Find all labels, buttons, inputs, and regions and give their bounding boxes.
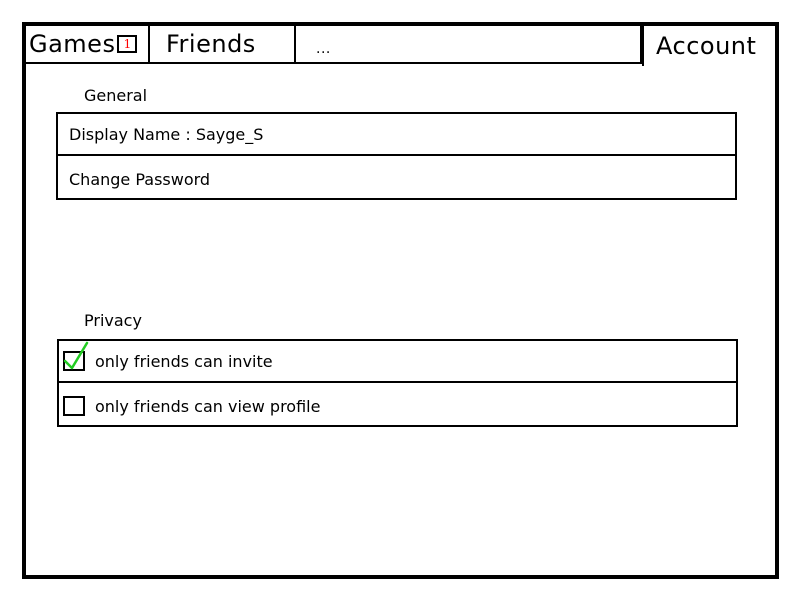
general-settings-list bbox=[56, 112, 737, 200]
display-name-row[interactable] bbox=[58, 114, 735, 156]
app-window bbox=[22, 22, 779, 579]
invite-checkbox[interactable] bbox=[63, 351, 85, 371]
tab-account-label: Account bbox=[656, 32, 757, 60]
checkmark-icon bbox=[63, 341, 91, 371]
invite-option-label: only friends can invite bbox=[95, 351, 273, 371]
display-name-label: Display Name : Sayge_S bbox=[69, 124, 264, 144]
general-section-title: General bbox=[84, 86, 148, 105]
change-password-row[interactable] bbox=[58, 158, 735, 200]
tab-friends[interactable] bbox=[150, 26, 296, 64]
privacy-option-view-profile bbox=[59, 385, 736, 427]
tab-games[interactable] bbox=[26, 26, 150, 64]
change-password-label: Change Password bbox=[69, 169, 211, 189]
privacy-settings-list bbox=[57, 339, 738, 427]
view-profile-checkbox[interactable] bbox=[63, 396, 85, 416]
tab-more-label: ... bbox=[316, 41, 331, 57]
privacy-option-invite bbox=[59, 341, 736, 383]
privacy-section-title: Privacy bbox=[84, 311, 142, 330]
tab-more[interactable] bbox=[296, 26, 642, 64]
tab-account[interactable] bbox=[642, 26, 775, 66]
tab-games-label: Games bbox=[29, 30, 116, 58]
tab-friends-label: Friends bbox=[166, 30, 256, 58]
notification-badge: 1 bbox=[117, 35, 137, 53]
view-profile-option-label: only friends can view profile bbox=[95, 396, 321, 416]
tab-bar bbox=[26, 26, 775, 66]
